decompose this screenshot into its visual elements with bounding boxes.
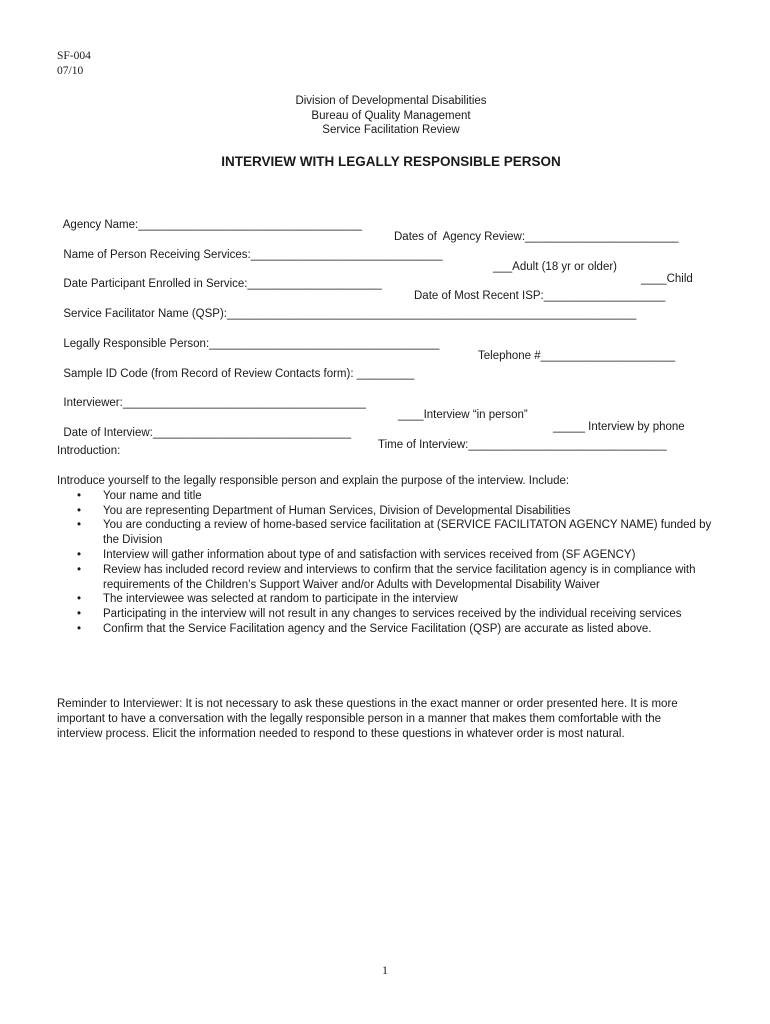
division-name: Division of Developmental Disabilities — [295, 95, 487, 107]
bullet-text: The interviewee was selected at random to participate in the interview — [103, 593, 458, 606]
bullet-text: Review has included record review and interviews to confirm that the service facilitation agency is in compliance with requirements of the Children’s Support Waiver and/or Adults with Developmental Disability Waiver — [103, 563, 696, 591]
introduction-bullet-item — [57, 563, 713, 593]
bullet-glyph: • — [77, 519, 82, 532]
adult-checkbox-field[interactable]: ___Adult (18 yr or older) — [493, 261, 618, 273]
person-receiving-field[interactable]: Name of Person Receiving Services:______________________________ — [63, 249, 443, 261]
document-header — [0, 94, 770, 138]
by-phone-checkbox-field[interactable]: _____ Interview by phone — [553, 421, 685, 433]
form-identifier — [57, 49, 91, 79]
introduction-bullet-item — [57, 592, 713, 607]
agency-name-field[interactable]: Agency Name:___________________________________ — [62, 219, 363, 231]
bullet-text: Participating in the interview will not result in any changes to services received by the individual receiving services — [103, 608, 682, 621]
date-isp-field[interactable]: Date of Most Recent ISP:___________________ — [414, 290, 666, 302]
bullet-glyph: • — [77, 593, 82, 606]
introduction-bullet-item — [57, 489, 713, 504]
bullet-glyph: • — [77, 489, 82, 502]
introduction-bullet-item — [57, 504, 713, 519]
time-interview-field[interactable]: Time of Interview:_______________________________ — [378, 439, 667, 451]
date-enrolled-field[interactable]: Date Participant Enrolled in Service:_____________________ — [63, 278, 382, 290]
bullet-text: You are representing Department of Human Services, Division of Developmental Disabilities — [103, 504, 571, 517]
facilitator-row — [57, 296, 636, 320]
introduction-bullet-item — [57, 548, 713, 563]
introduction-section — [57, 474, 717, 637]
dates-review-field[interactable]: Dates of Agency Review:________________________ — [394, 231, 679, 243]
introduction-bullet-item — [57, 518, 713, 548]
introduction-label: Introduction: — [57, 445, 121, 457]
reminder-paragraph: Reminder to Interviewer: It is not necessary to ask these questions in the exact manner or order presented here. It is more important to have a conversation with the legally responsible person in a manner that makes them comfortable with the interview process. Elicit the information needed to respond to these questions in whatever order is most natural. — [57, 698, 678, 740]
bullet-text: Your name and title — [103, 489, 202, 502]
bullet-glyph: • — [77, 622, 82, 635]
sample-id-row — [57, 356, 414, 380]
introduction-bullet-item — [57, 607, 713, 622]
bullet-glyph: • — [77, 608, 82, 621]
bullet-glyph: • — [77, 563, 82, 576]
introduction-bullets — [57, 489, 717, 637]
interviewer-field[interactable]: Interviewer:______________________________________ — [63, 397, 366, 409]
introduction-lead: Introduce yourself to the legally responsible person and explain the purpose of the interview. Include: — [57, 475, 570, 487]
page-number: 1 — [382, 963, 388, 977]
form-code: SF-004 — [57, 50, 91, 62]
child-checkbox-field[interactable]: ____Child — [641, 273, 693, 285]
telephone-field[interactable]: Telephone #_____________________ — [478, 350, 675, 362]
bullet-text: Interview will gather information about type of and satisfaction with services received from (SF AGENCY) — [103, 548, 636, 561]
bullet-glyph: • — [77, 504, 82, 517]
bullet-glyph: • — [77, 548, 82, 561]
bullet-text: Confirm that the Service Facilitation agency and the Service Facilitation (QSP) are accurate as listed above. — [103, 622, 652, 635]
bullet-text: You are conducting a review of home-based service facilitation at (SERVICE FACILITATON AGENCY NAME) funded by the Division — [103, 519, 712, 547]
facilitator-name-field[interactable]: Service Facilitator Name (QSP):________________________________________________________________ — [63, 308, 637, 320]
date-interview-field[interactable]: Date of Interview:_______________________________ — [63, 427, 352, 439]
introduction-bullet-item — [57, 622, 713, 637]
form-date: 07/10 — [57, 65, 84, 77]
bureau-name: Bureau of Quality Management — [311, 109, 471, 122]
document-title: INTERVIEW WITH LEGALLY RESPONSIBLE PERSON — [221, 154, 561, 169]
review-name: Service Facilitation Review — [322, 124, 460, 137]
in-person-checkbox-field[interactable]: ____Interview “in person” — [398, 409, 528, 421]
sample-id-field[interactable]: Sample ID Code (from Record of Review Contacts form): _________ — [63, 368, 415, 380]
lrp-field[interactable]: Legally Responsible Person:____________________________________ — [63, 338, 440, 350]
